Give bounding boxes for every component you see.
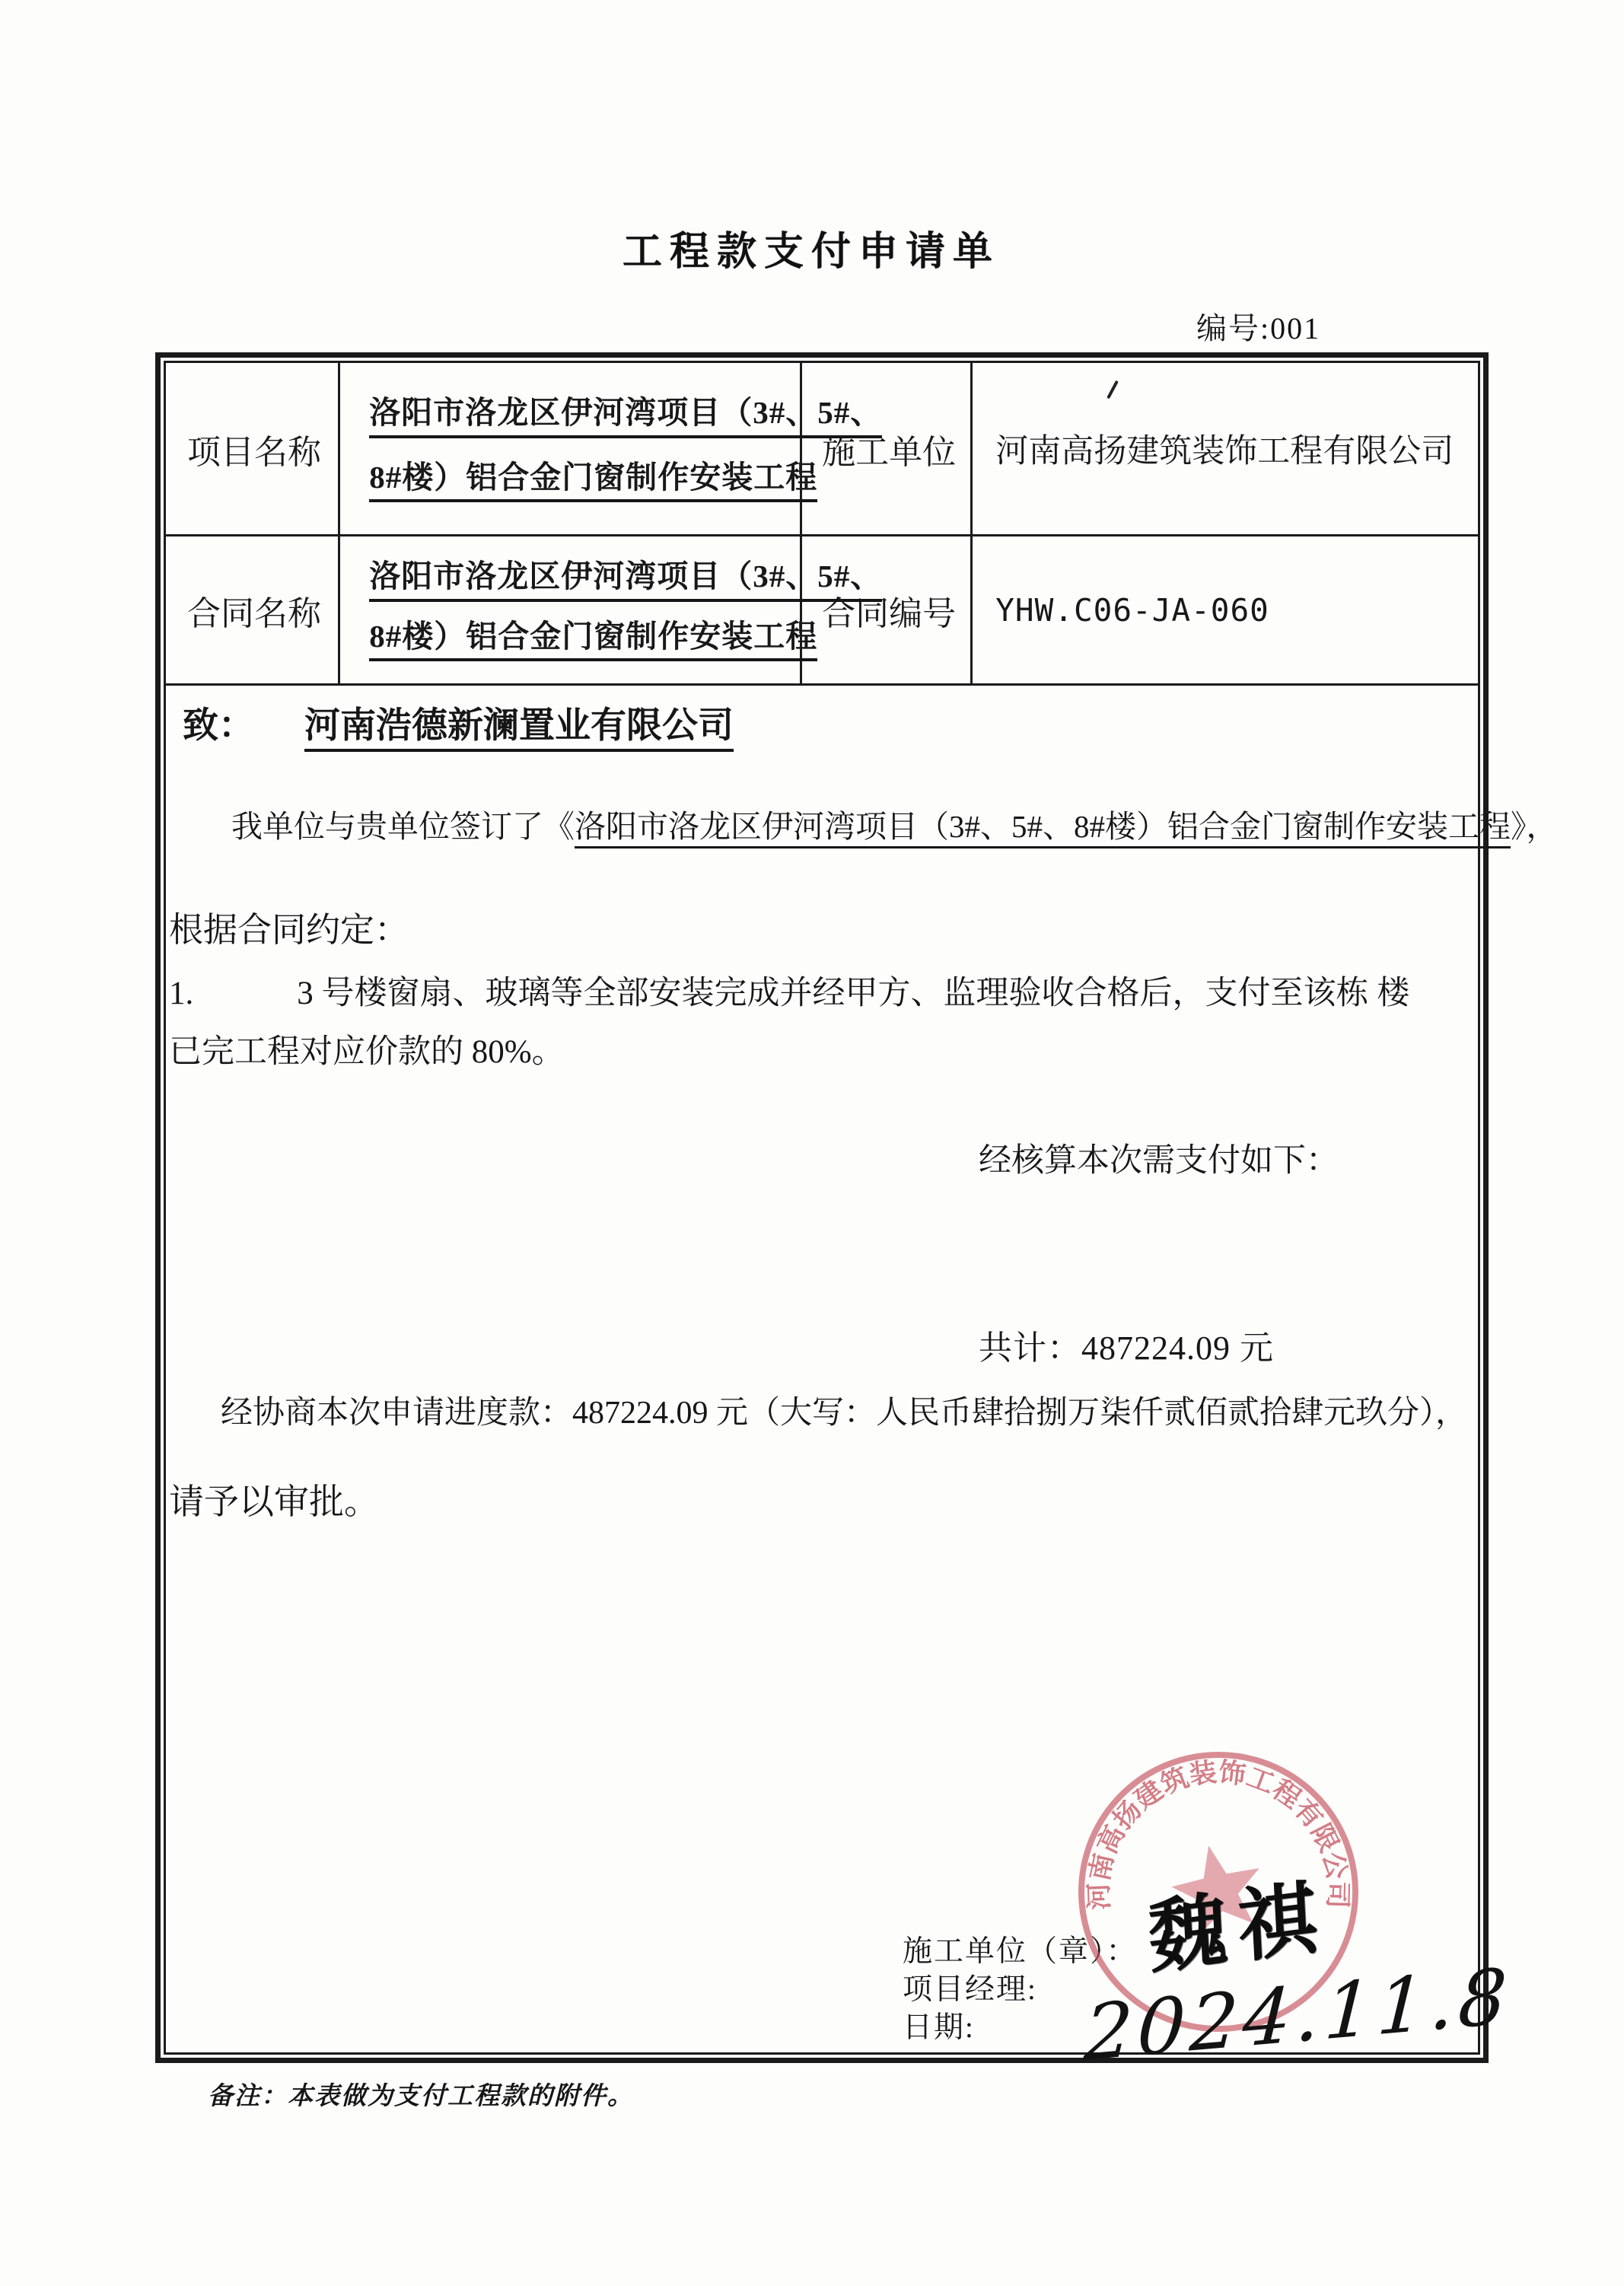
intro-prefix: 我单位与贵单位签订了《 bbox=[231, 809, 575, 844]
addressee-company: 河南浩德新澜置业有限公司 bbox=[304, 706, 734, 752]
contract-name-line2: 8#楼）铝合金门窗制作安装工程 bbox=[369, 619, 817, 661]
intro-paragraph-line1 bbox=[231, 801, 1558, 846]
contract-name-label: 合同名称 bbox=[166, 536, 340, 683]
date-label: 日期: bbox=[903, 2011, 975, 2044]
intro-contract-title: 洛阳市洛龙区伊河湾项目（3#、5#、8#楼）铝合金门窗制作安装工程 bbox=[575, 809, 1511, 848]
project-manager-label: 项目经理: bbox=[903, 1973, 1037, 2006]
construction-unit-seal-label: 施工单位（章）： bbox=[903, 1935, 1138, 1968]
clause-1-number: 1. bbox=[169, 976, 194, 1011]
doc-number: 编号:001 bbox=[1196, 311, 1321, 345]
project-name-line2: 8#楼）铝合金门窗制作安装工程 bbox=[369, 460, 817, 502]
seal-company-text: 河南高扬建筑装饰工程有限公司 bbox=[1084, 1757, 1353, 1911]
request-amount-line: 经协商本次申请进度款：487224.09 元（大写：人民币肆拾捌万柒仟贰佰贰拾肆元玖分）， bbox=[221, 1396, 1468, 1431]
footer-remark: 备注：本表做为支付工程款的附件。 bbox=[208, 2083, 634, 2110]
approval-request-line: 请予以审批。 bbox=[169, 1482, 379, 1521]
clause-1-text: 3 号楼窗扇、玻璃等全部安装完成并经甲方、监理验收合格后，支付至该栋 楼 bbox=[297, 976, 1410, 1011]
contract-number: YHW.C06-JA-060 bbox=[995, 591, 1269, 629]
clause-1-line2: 已完工程对应价款的 80%。 bbox=[169, 1034, 565, 1070]
table-row bbox=[166, 536, 1478, 686]
contract-number-label: 合同编号 bbox=[802, 536, 973, 683]
stray-pen-mark bbox=[1107, 380, 1119, 400]
main-table-inner-border bbox=[164, 361, 1558, 2079]
intro-paragraph-line2: 根据合同约定： bbox=[169, 911, 409, 949]
project-name-value bbox=[340, 363, 883, 534]
addressee-label: 致： bbox=[183, 706, 254, 746]
main-table bbox=[155, 352, 1558, 2079]
table-row bbox=[166, 363, 1478, 536]
contract-number-value bbox=[973, 536, 1478, 683]
clause-1-line1 bbox=[169, 967, 1409, 1014]
intro-suffix: 》， bbox=[1511, 809, 1558, 844]
handwritten-date: 2024.11.8 bbox=[1081, 1950, 1514, 2079]
contract-name-line1: 洛阳市洛龙区伊河湾项目（3#、5#、 bbox=[369, 559, 882, 601]
total-amount-line: 共计：487224.09 元 bbox=[979, 1329, 1274, 1367]
calculation-line: 经核算本次需支付如下： bbox=[979, 1143, 1339, 1179]
project-name-line1: 洛阳市洛龙区伊河湾项目（3#、5#、 bbox=[369, 395, 882, 438]
handwritten-signature: 魏祺 bbox=[1146, 1874, 1329, 1984]
constructor-company: 河南高扬建筑装饰工程有限公司 bbox=[995, 434, 1454, 470]
addressee-line bbox=[183, 697, 734, 748]
page-title: 工程款支付申请单 bbox=[623, 231, 1001, 274]
letter-body-cell bbox=[166, 686, 1558, 2079]
project-name-label: 项目名称 bbox=[166, 363, 340, 534]
contract-name-value bbox=[340, 536, 883, 683]
constructor-label: 施工单位 bbox=[802, 363, 973, 534]
constructor-value bbox=[973, 363, 1478, 534]
